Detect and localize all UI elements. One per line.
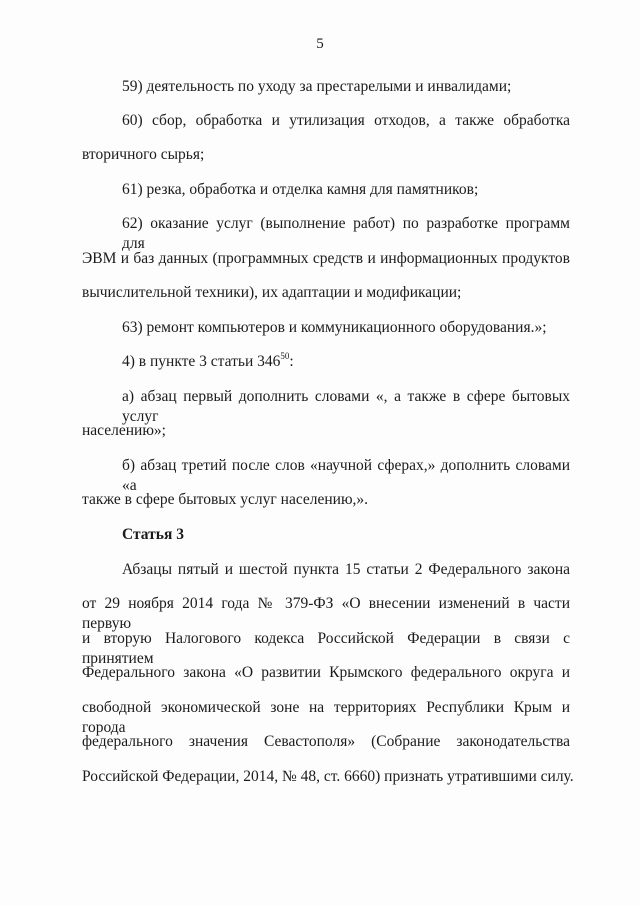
article-3-line-7: Российской Федерации, 2014, № 48, ст. 6660) признать утратившими силу. (82, 768, 574, 785)
page-number: 5 (316, 36, 324, 52)
list-item-62-line-1: 62) оказание услуг (выполнение работ) по разработке программ для (122, 215, 570, 252)
article-3-line-2: от 29 ноября 2014 года № 379-ФЗ «О внесении изменений в части первую (82, 595, 570, 632)
list-item-63: 63) ремонт компьютеров и коммуникационного оборудования.»; (122, 319, 547, 336)
article-3-line-6: федерального значения Севастополя» (Собрание законодательства (82, 733, 570, 750)
list-item-62-line-2: ЭВМ и баз данных (программных средств и информационных продуктов (82, 250, 570, 267)
clause-4 (122, 352, 570, 372)
subclause-a-line-2: населению»; (82, 422, 166, 439)
list-item-62-line-3: вычислительной техники), их адаптации и модификации; (82, 284, 462, 301)
article-3-line-1: Абзацы пятый и шестой пункта 15 статьи 2 Федерального закона (122, 561, 570, 578)
list-item-60-line-1: 60) сбор, обработка и утилизация отходов, а также обработка (122, 112, 570, 129)
list-item-60-line-2: вторичного сырья; (82, 146, 205, 163)
article-3-heading: Статья 3 (122, 526, 184, 543)
subclause-a-line-1: а) абзац первый дополнить словами «, а также в сфере бытовых услуг (122, 388, 570, 425)
clause-4-colon: : (289, 353, 294, 370)
article-3-line-5: свободной экономической зоне на территориях Республики Крым и города (82, 699, 570, 736)
clause-4-superscript: 50 (280, 350, 290, 361)
clause-4-text: 4) в пункте 3 статьи 346 (122, 353, 281, 370)
article-3-line-3: и вторую Налогового кодекса Российской Федерации в связи с принятием (82, 630, 570, 667)
subclause-b-line-1: б) абзац третий после слов «научной сферах,» дополнить словами «а (122, 457, 570, 494)
subclause-b-line-2: также в сфере бытовых услуг населению,». (82, 491, 369, 508)
list-item-59: 59) деятельность по уходу за престарелыми и инвалидами; (122, 78, 512, 95)
list-item-61: 61) резка, обработка и отделка камня для памятников; (122, 181, 479, 198)
article-3-line-4: Федерального закона «О развитии Крымского федерального округа и (82, 664, 570, 681)
